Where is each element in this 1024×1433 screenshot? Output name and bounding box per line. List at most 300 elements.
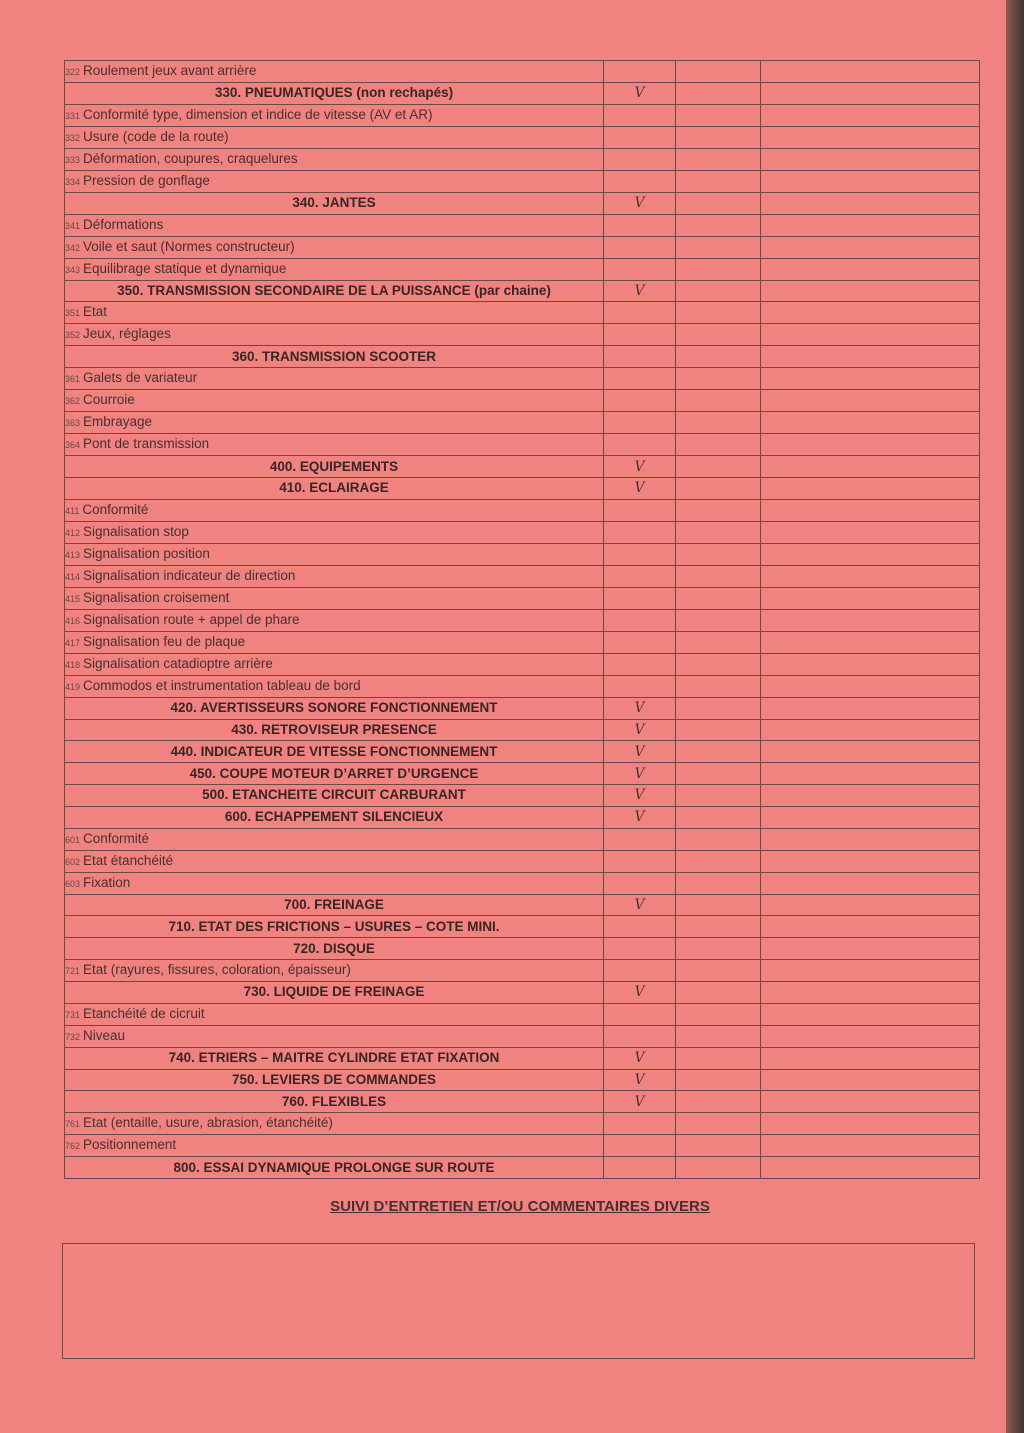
notes-cell[interactable] (761, 148, 980, 170)
status-cell[interactable] (676, 104, 761, 126)
status-cell[interactable] (676, 1135, 761, 1157)
check-cell[interactable] (604, 521, 676, 543)
item-label: Signalisation catadioptre arrière (83, 655, 273, 671)
check-cell[interactable] (604, 390, 676, 412)
section-row (65, 1047, 980, 1069)
item-row (65, 565, 980, 587)
notes-cell[interactable] (761, 192, 980, 214)
row-label-cell (65, 477, 604, 499)
status-cell[interactable] (676, 543, 761, 565)
check-cell[interactable] (604, 741, 676, 763)
item-number: 361 (65, 374, 81, 385)
item-number: 416 (65, 615, 81, 626)
item-label: Voile et saut (Normes constructeur) (83, 238, 295, 254)
row-label-cell (65, 434, 604, 456)
check-cell[interactable] (604, 631, 676, 653)
row-label-cell (65, 126, 604, 148)
row-label-cell (65, 83, 604, 105)
notes-cell[interactable] (761, 631, 980, 653)
notes-cell[interactable] (761, 368, 980, 390)
check-cell[interactable] (604, 1157, 676, 1179)
status-cell[interactable] (676, 368, 761, 390)
check-cell[interactable] (604, 1047, 676, 1069)
check-cell[interactable] (604, 850, 676, 872)
section-row (65, 456, 980, 478)
check-cell[interactable] (604, 499, 676, 521)
row-label-cell (65, 697, 604, 719)
notes-cell[interactable] (761, 83, 980, 105)
row-label-cell (65, 981, 604, 1003)
status-cell[interactable] (676, 938, 761, 960)
section-title: 760. FLEXIBLES (281, 1093, 387, 1109)
check-mark: V (634, 700, 645, 717)
item-row (65, 872, 980, 894)
row-label-cell (65, 214, 604, 236)
item-label: Embrayage (83, 414, 153, 430)
notes-cell[interactable] (761, 214, 980, 236)
notes-cell[interactable] (761, 697, 980, 719)
item-number: 412 (65, 527, 81, 538)
item-number: 732 (65, 1031, 81, 1042)
check-cell[interactable] (604, 806, 676, 828)
check-cell[interactable] (604, 1135, 676, 1157)
status-cell[interactable] (676, 741, 761, 763)
check-cell[interactable] (604, 412, 676, 434)
item-number: 343 (65, 264, 81, 275)
item-row (65, 543, 980, 565)
item-number: 602 (65, 856, 81, 867)
section-title: 710. ETAT DES FRICTIONS – USURES – COTE MINI. (168, 918, 500, 934)
check-cell[interactable] (604, 959, 676, 981)
row-label-cell (65, 609, 604, 631)
status-cell[interactable] (676, 631, 761, 653)
item-number: 333 (65, 154, 81, 165)
item-row (65, 258, 980, 280)
check-cell[interactable] (604, 675, 676, 697)
notes-cell[interactable] (761, 1091, 980, 1113)
notes-cell[interactable] (761, 1025, 980, 1047)
check-cell[interactable] (604, 302, 676, 324)
check-cell[interactable] (604, 280, 676, 302)
check-cell[interactable] (604, 258, 676, 280)
status-cell[interactable] (676, 806, 761, 828)
row-label-cell (65, 456, 604, 478)
check-cell[interactable] (604, 346, 676, 368)
item-number: 418 (65, 659, 81, 670)
item-number: 731 (65, 1009, 81, 1020)
status-cell[interactable] (676, 1025, 761, 1047)
check-cell[interactable] (604, 763, 676, 785)
section-title: 330. PNEUMATIQUES (non rechapés) (214, 85, 454, 101)
notes-cell[interactable] (761, 872, 980, 894)
row-label-cell (65, 741, 604, 763)
item-label: Conformité (83, 830, 150, 846)
status-cell[interactable] (676, 302, 761, 324)
notes-cell[interactable] (761, 324, 980, 346)
item-label: Pression de gonflage (83, 172, 210, 188)
item-label: Equilibrage statique et dynamique (83, 260, 287, 276)
row-label-cell (65, 872, 604, 894)
notes-cell[interactable] (761, 959, 980, 981)
notes-cell[interactable] (761, 1113, 980, 1135)
notes-cell[interactable] (761, 675, 980, 697)
item-number: 762 (65, 1141, 81, 1152)
notes-cell[interactable] (761, 850, 980, 872)
item-number: 364 (65, 440, 81, 451)
notes-cell[interactable] (761, 719, 980, 741)
notes-cell[interactable] (761, 938, 980, 960)
check-mark: V (634, 282, 645, 299)
status-cell[interactable] (676, 609, 761, 631)
section-row (65, 1091, 980, 1113)
notes-cell[interactable] (761, 499, 980, 521)
check-mark: V (634, 195, 645, 212)
item-number: 413 (65, 549, 81, 560)
item-row (65, 653, 980, 675)
item-label: Galets de variateur (83, 370, 198, 386)
check-mark: V (634, 458, 645, 475)
section-title: 730. LIQUIDE DE FREINAGE (243, 984, 425, 1000)
item-row (65, 1003, 980, 1025)
status-cell[interactable] (676, 258, 761, 280)
check-mark: V (634, 765, 645, 782)
check-cell[interactable] (604, 916, 676, 938)
notes-cell[interactable] (761, 521, 980, 543)
status-cell[interactable] (676, 390, 761, 412)
check-cell[interactable] (604, 719, 676, 741)
item-label: Niveau (83, 1027, 126, 1043)
status-cell[interactable] (676, 894, 761, 916)
item-label: Etanchéité de cicruit (83, 1005, 205, 1021)
item-label: Conformité type, dimension et indice de vitesse (AV et AR) (83, 106, 433, 122)
item-row (65, 170, 980, 192)
notes-cell[interactable] (761, 1003, 980, 1025)
check-cell[interactable] (604, 938, 676, 960)
check-cell[interactable] (604, 170, 676, 192)
row-label-cell (65, 499, 604, 521)
section-title: 420. AVERTISSEURS SONORE FONCTIONNEMENT (170, 700, 498, 716)
item-number: 603 (65, 878, 81, 889)
notes-cell[interactable] (761, 609, 980, 631)
check-cell[interactable] (604, 1113, 676, 1135)
section-row (65, 719, 980, 741)
check-cell[interactable] (604, 543, 676, 565)
check-cell[interactable] (604, 653, 676, 675)
item-label: Fixation (83, 874, 131, 890)
item-row (65, 434, 980, 456)
status-cell[interactable] (676, 61, 761, 83)
section-title: 450. COUPE MOTEUR D’ARRET D’URGENCE (189, 765, 479, 781)
status-cell[interactable] (676, 763, 761, 785)
check-cell[interactable] (604, 587, 676, 609)
check-cell[interactable] (604, 477, 676, 499)
status-cell[interactable] (676, 1113, 761, 1135)
item-label: Etat étanchéité (83, 852, 174, 868)
check-cell[interactable] (604, 981, 676, 1003)
section-row (65, 763, 980, 785)
status-cell[interactable] (676, 126, 761, 148)
check-cell[interactable] (604, 894, 676, 916)
status-cell[interactable] (676, 148, 761, 170)
row-label-cell (65, 850, 604, 872)
row-label-cell (65, 236, 604, 258)
item-row (65, 959, 980, 981)
section-title: 600. ECHAPPEMENT SILENCIEUX (224, 809, 444, 825)
item-label: Signalisation indicateur de direction (83, 567, 296, 583)
check-cell[interactable] (604, 1069, 676, 1091)
check-cell[interactable] (604, 609, 676, 631)
check-mark: V (634, 787, 645, 804)
item-row (65, 850, 980, 872)
status-cell[interactable] (676, 697, 761, 719)
check-cell[interactable] (604, 324, 676, 346)
notes-cell[interactable] (761, 806, 980, 828)
notes-cell[interactable] (761, 587, 980, 609)
item-label: Etat (83, 304, 108, 320)
check-mark: V (634, 1093, 645, 1110)
status-cell[interactable] (676, 324, 761, 346)
notes-cell[interactable] (761, 390, 980, 412)
status-cell[interactable] (676, 499, 761, 521)
row-label-cell (65, 1091, 604, 1113)
row-label-cell (65, 1135, 604, 1157)
status-cell[interactable] (676, 653, 761, 675)
notes-cell[interactable] (761, 741, 980, 763)
status-cell[interactable] (676, 916, 761, 938)
comments-box[interactable] (62, 1243, 975, 1359)
check-cell[interactable] (604, 104, 676, 126)
notes-cell[interactable] (761, 236, 980, 258)
section-title: 750. LEVIERS DE COMMANDES (231, 1071, 437, 1087)
status-cell[interactable] (676, 587, 761, 609)
check-cell[interactable] (604, 236, 676, 258)
section-row (65, 192, 980, 214)
row-label-cell (65, 368, 604, 390)
item-label: Déformations (83, 216, 164, 232)
status-cell[interactable] (676, 1003, 761, 1025)
row-label-cell (65, 170, 604, 192)
item-number: 419 (65, 681, 81, 692)
check-cell[interactable] (604, 784, 676, 806)
row-label-cell (65, 390, 604, 412)
notes-cell[interactable] (761, 434, 980, 456)
notes-cell[interactable] (761, 456, 980, 478)
status-cell[interactable] (676, 214, 761, 236)
check-cell[interactable] (604, 368, 676, 390)
check-cell[interactable] (604, 148, 676, 170)
item-label: Pont de transmission (83, 436, 210, 452)
row-label-cell (65, 938, 604, 960)
item-row (65, 302, 980, 324)
item-label: Déformation, coupures, craquelures (83, 150, 298, 166)
item-row (65, 214, 980, 236)
item-number: 761 (65, 1119, 81, 1130)
status-cell[interactable] (676, 675, 761, 697)
check-mark: V (634, 85, 645, 102)
item-label: Positionnement (83, 1137, 177, 1153)
notes-cell[interactable] (761, 1135, 980, 1157)
check-cell[interactable] (604, 126, 676, 148)
status-cell[interactable] (676, 192, 761, 214)
row-label-cell (65, 148, 604, 170)
status-cell[interactable] (676, 565, 761, 587)
row-label-cell (65, 412, 604, 434)
row-label-cell (65, 543, 604, 565)
status-cell[interactable] (676, 412, 761, 434)
section-title: 700. FREINAGE (284, 896, 384, 912)
check-mark: V (634, 1050, 645, 1067)
notes-cell[interactable] (761, 894, 980, 916)
item-number: 352 (65, 330, 81, 341)
row-label-cell (65, 784, 604, 806)
check-cell[interactable] (604, 61, 676, 83)
section-title: 440. INDICATEUR DE VITESSE FONCTIONNEMENT (170, 743, 498, 759)
item-row (65, 390, 980, 412)
item-label: Signalisation route + appel de phare (83, 611, 300, 627)
status-cell[interactable] (676, 1091, 761, 1113)
item-row (65, 368, 980, 390)
item-row (65, 521, 980, 543)
row-label-cell (65, 959, 604, 981)
notes-cell[interactable] (761, 1047, 980, 1069)
section-title: 740. ETRIERS – MAITRE CYLINDRE ETAT FIXATION (168, 1050, 500, 1066)
notes-cell[interactable] (761, 280, 980, 302)
notes-cell[interactable] (761, 412, 980, 434)
item-label: Usure (code de la route) (83, 128, 229, 144)
status-cell[interactable] (676, 83, 761, 105)
section-row (65, 477, 980, 499)
status-cell[interactable] (676, 170, 761, 192)
section-title: 800. ESSAI DYNAMIQUE PROLONGE SUR ROUTE (173, 1159, 495, 1175)
notes-cell[interactable] (761, 61, 980, 83)
notes-cell[interactable] (761, 763, 980, 785)
section-row (65, 894, 980, 916)
status-cell[interactable] (676, 1069, 761, 1091)
row-label-cell (65, 1025, 604, 1047)
check-cell[interactable] (604, 565, 676, 587)
notes-cell[interactable] (761, 477, 980, 499)
check-cell[interactable] (604, 697, 676, 719)
item-number: 362 (65, 396, 81, 407)
item-number: 342 (65, 242, 81, 253)
notes-cell[interactable] (761, 565, 980, 587)
status-cell[interactable] (676, 959, 761, 981)
section-row (65, 280, 980, 302)
item-row (65, 1113, 980, 1135)
row-label-cell (65, 719, 604, 741)
check-mark: V (634, 896, 645, 913)
item-label: Roulement jeux avant arrière (83, 63, 257, 78)
status-cell[interactable] (676, 828, 761, 850)
status-cell[interactable] (676, 872, 761, 894)
item-label: Courroie (83, 392, 135, 408)
row-label-cell (65, 587, 604, 609)
notes-cell[interactable] (761, 104, 980, 126)
row-label-cell (65, 192, 604, 214)
status-cell[interactable] (676, 1157, 761, 1179)
check-cell[interactable] (604, 828, 676, 850)
item-label: Jeux, réglages (83, 326, 171, 342)
item-row (65, 104, 980, 126)
notes-cell[interactable] (761, 346, 980, 368)
item-number: 332 (65, 132, 81, 143)
notes-cell[interactable] (761, 828, 980, 850)
status-cell[interactable] (676, 434, 761, 456)
notes-cell[interactable] (761, 1157, 980, 1179)
status-cell[interactable] (676, 346, 761, 368)
item-number: 334 (65, 176, 81, 187)
notes-cell[interactable] (761, 302, 980, 324)
check-cell[interactable] (604, 192, 676, 214)
row-label-cell (65, 1003, 604, 1025)
notes-cell[interactable] (761, 170, 980, 192)
status-cell[interactable] (676, 477, 761, 499)
section-title: 340. JANTES (292, 195, 376, 211)
status-cell[interactable] (676, 1047, 761, 1069)
notes-cell[interactable] (761, 543, 980, 565)
item-number: 417 (65, 637, 81, 648)
row-label-cell (65, 104, 604, 126)
notes-cell[interactable] (761, 258, 980, 280)
notes-cell[interactable] (761, 784, 980, 806)
row-label-cell (65, 565, 604, 587)
status-cell[interactable] (676, 456, 761, 478)
check-cell[interactable] (604, 872, 676, 894)
item-number: 363 (65, 418, 81, 429)
check-cell[interactable] (604, 1025, 676, 1047)
status-cell[interactable] (676, 719, 761, 741)
item-label: Signalisation feu de plaque (83, 633, 246, 649)
item-number: 415 (65, 593, 81, 604)
item-number: 331 (65, 110, 81, 121)
row-label-cell (65, 1113, 604, 1135)
section-row (65, 1157, 980, 1179)
check-cell[interactable] (604, 214, 676, 236)
section-title: 720. DISQUE (293, 940, 375, 956)
comments-title: SUIVI D’ENTRETIEN ET/OU COMMENTAIRES DIVERS (330, 1198, 710, 1215)
item-row (65, 148, 980, 170)
row-label-cell (65, 631, 604, 653)
section-title: 360. TRANSMISSION SCOOTER (231, 348, 437, 364)
status-cell[interactable] (676, 784, 761, 806)
notes-cell[interactable] (761, 126, 980, 148)
section-row (65, 346, 980, 368)
check-cell[interactable] (604, 83, 676, 105)
check-cell[interactable] (604, 1091, 676, 1113)
notes-cell[interactable] (761, 916, 980, 938)
item-label: Signalisation croisement (83, 589, 230, 605)
row-label-cell (65, 916, 604, 938)
check-mark: V (634, 809, 645, 826)
status-cell[interactable] (676, 981, 761, 1003)
check-cell[interactable] (604, 456, 676, 478)
check-mark: V (634, 480, 645, 497)
status-cell[interactable] (676, 850, 761, 872)
status-cell[interactable] (676, 236, 761, 258)
status-cell[interactable] (676, 280, 761, 302)
check-cell[interactable] (604, 434, 676, 456)
section-row (65, 916, 980, 938)
notes-cell[interactable] (761, 1069, 980, 1091)
status-cell[interactable] (676, 521, 761, 543)
section-row (65, 697, 980, 719)
item-number: 351 (65, 308, 81, 319)
notes-cell[interactable] (761, 981, 980, 1003)
check-cell[interactable] (604, 1003, 676, 1025)
row-label-cell (65, 1069, 604, 1091)
item-row (65, 1135, 980, 1157)
notes-cell[interactable] (761, 653, 980, 675)
